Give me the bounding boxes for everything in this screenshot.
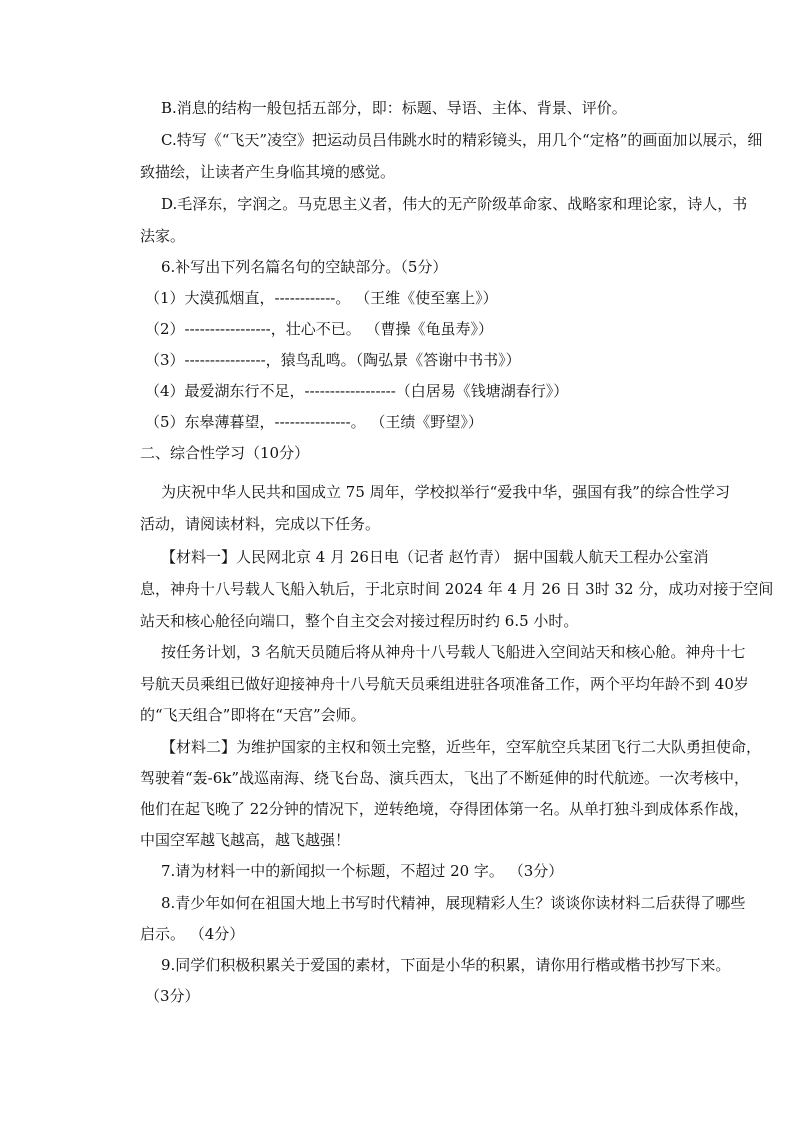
q6-item-4: （4）最爱湖东行不足，------------------（白居易《钱塘湖春行》） (145, 382, 569, 400)
question-9-cont: （3分） (145, 987, 200, 1005)
material-2-line-3: 他们在起飞晚了 22分钟的情况下，逆转绝境，夺得团体第一名。从单打独斗到成体系作战， (140, 800, 749, 818)
material-1-line-6: 的“飞天组合”即将在“天宫”会师。 (140, 706, 366, 724)
q6-item-3: （3）----------------，猿鸟乱鸣。（陶弘景《答谢中书书》） (145, 351, 521, 369)
option-d: D.毛泽东，字润之。马克思主义者，伟大的无产阶级革命家、战略家和理论家，诗人，书 (161, 195, 748, 213)
material-1-line-3: 站天和核心舱径向端口，整个自主交会对接过程历时约 6.5 小时。 (140, 612, 579, 630)
material-2-line-4: 中国空军越飞越高，越飞越强！ (140, 831, 351, 849)
q6-item-2: （2）-----------------，壮心不已。 （曹操《龟虽寿》） (145, 320, 493, 338)
material-1-line-4: 按任务计划，3 名航天员随后将从神舟十八号载人飞船进入空间站天和核心舱。神舟十七 (161, 643, 746, 661)
option-b: B.消息的结构一般包括五部分，即：标题、导语、主体、背景、评价。 (161, 99, 627, 117)
material-2-line-1: 【材料二】为维护国家的主权和领土完整，近些年，空军航空兵某团飞行二大队勇担使命， (161, 738, 762, 756)
intro-line-2: 活动，请阅读材料，完成以下任务。 (140, 515, 381, 533)
material-1-line-2: 息，神舟十八号载人飞船入轨后，于北京时间 2024 年 4 月 26 日 3时 32 分，成功对接于空间 (140, 580, 774, 598)
material-1-line-1: 【材料一】人民网北京 4 月 26日电（记者 赵竹青） 据中国载人航天工程办公室消 (161, 548, 709, 566)
material-1-line-5: 号航天员乘组已做好迎接神舟十八号航天员乘组进驻各项准备工作，两个平均年龄不到 40岁 (140, 675, 749, 693)
q6-item-1: （1）大漠孤烟直，------------。 （王维《使至塞上》） (145, 289, 498, 307)
section-heading: 二、综合性学习（10分） (140, 444, 310, 462)
question-8-cont: 启示。 （4分） (140, 925, 245, 943)
q6-item-5: （5）东皋薄暮望，---------------。 （王绩《野望》） (145, 413, 483, 431)
option-c: C.特写《“飞天”凌空》把运动员吕伟跳水时的精彩镜头，用几个“定格”的画面加以展示，细 (161, 131, 763, 149)
question-6: 6.补写出下列名篇名句的空缺部分。（5分） (161, 258, 448, 276)
question-8: 8.青少年如何在祖国大地上书写时代精神，展现精彩人生？谈谈你读材料二后获得了哪些 (161, 894, 746, 912)
intro-line-1: 为庆祝中华人民共和国成立 75 周年，学校拟举行“爱我中华，强国有我”的综合性学习 (161, 483, 730, 501)
question-9: 9.同学们积极积累关于爱国的素材，下面是小华的积累，请你用行楷或楷书抄写下来。 (161, 956, 731, 974)
option-c-cont: 致描绘，让读者产生身临其境的感觉。 (140, 163, 396, 181)
material-2-line-2: 驾驶着“轰-6k”战巡南海、绕飞台岛、演兵西太，飞出了不断延伸的时代航迹。一次考核中， (140, 769, 750, 787)
option-d-cont: 法家。 (140, 227, 186, 245)
question-7: 7.请为材料一中的新闻拟一个标题，不超过 20 字。 （3分） (161, 862, 564, 880)
